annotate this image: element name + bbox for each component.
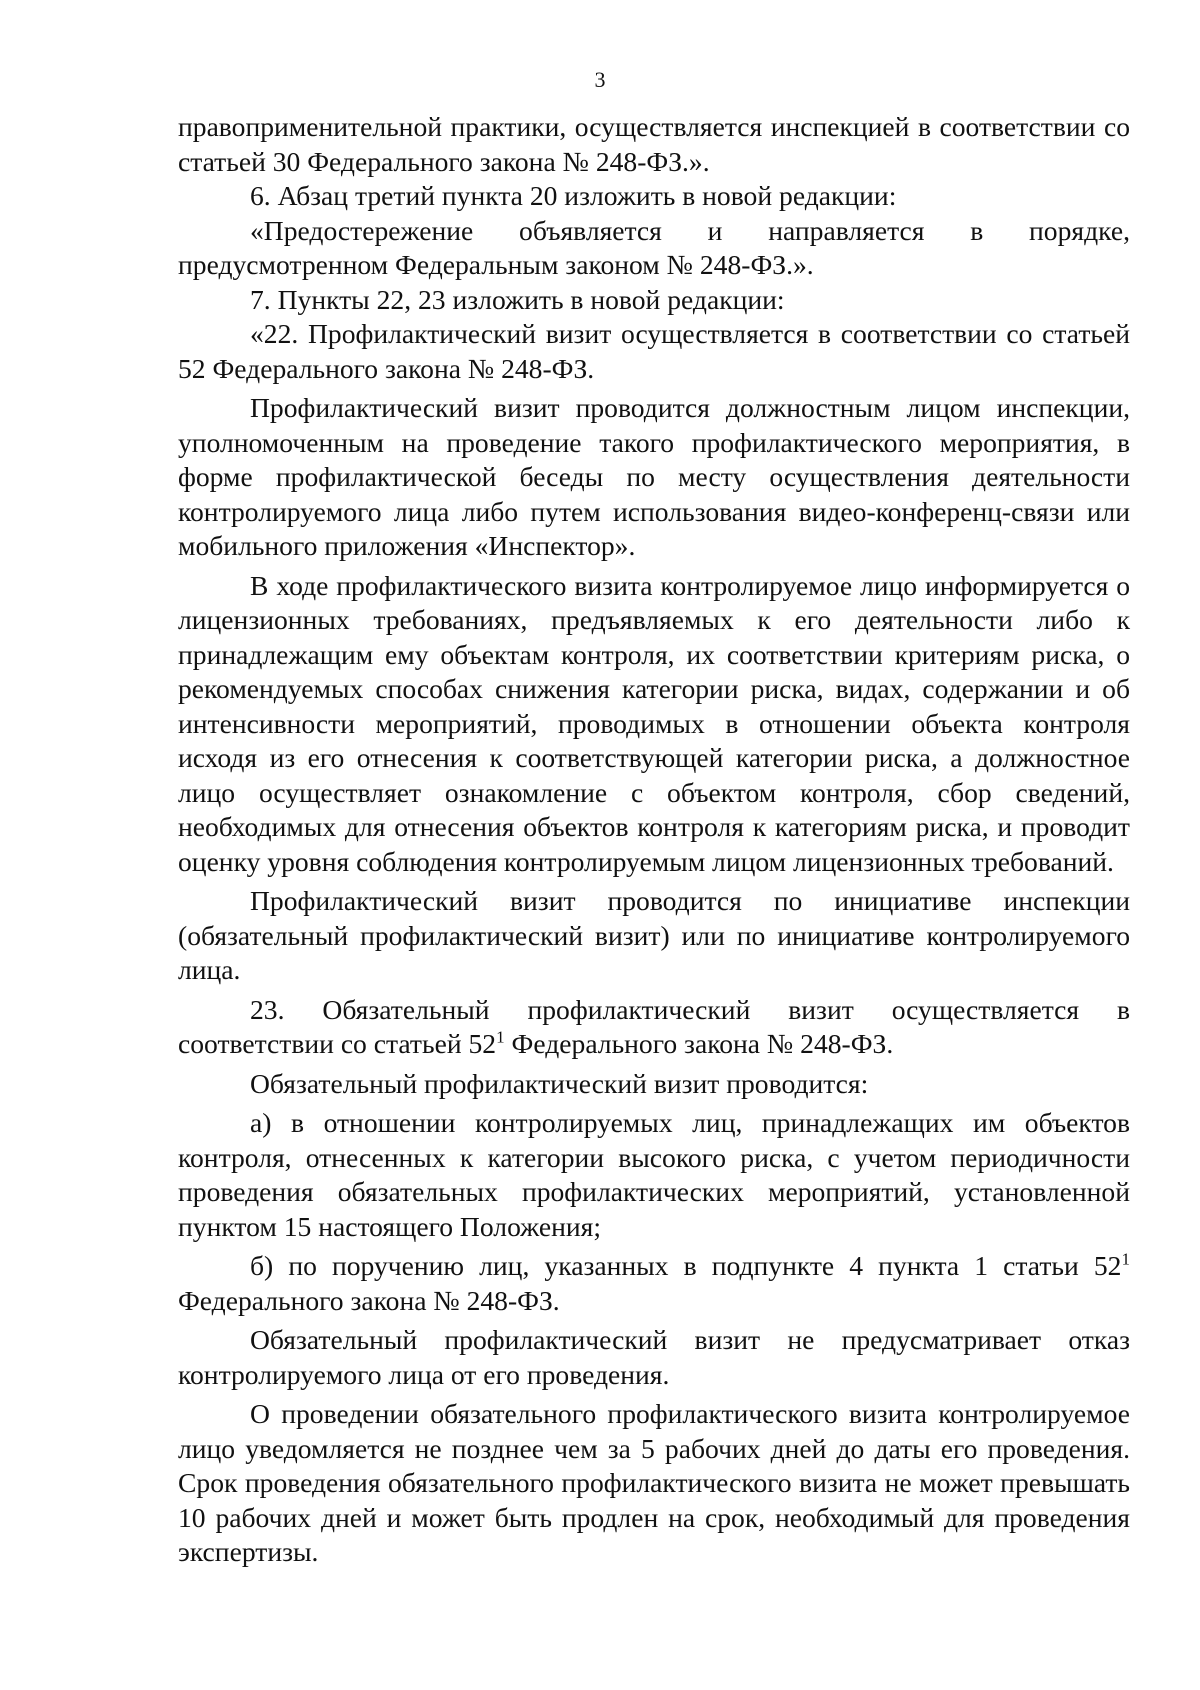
subitem-b-text: б) по поручению лиц, указанных в подпункте 4 пункта 1 статьи 52 — [250, 1250, 1122, 1281]
paragraph-clause-23 — [178, 993, 1130, 1062]
paragraph-visit-information: В ходе профилактического визита контролируемое лицо информируется о лицензионных требованиях, предъявляемых к его деятельности либо к принадлежащим ему объектам контроля, их соответствии критериям риска, о рекомендуемых способах снижения категории риска, видах, содержании и об интенсивности мероприятий, проводимых в отношении объекта контроля исходя из его отнесения к соответствующей категории риска, а должностное лицо осуществляет ознакомление с объектом контроля, сбор сведений, необходимых для отнесения объектов контроля к категориям риска, и проводит оценку уровня соблюдения контролируемым лицом лицензионных требований. — [178, 569, 1130, 877]
subitem-b-law: Федерального закона № 248-ФЗ. — [178, 1284, 560, 1316]
paragraph-continuation: правоприменительной практики, осуществляется инспекцией в соответствии со статьей 30 Федерального закона № 248-ФЗ.». — [178, 111, 1130, 177]
paragraph-item-7: 7. Пункты 22, 23 изложить в новой редакции: — [250, 283, 785, 315]
document-body — [178, 110, 1130, 1570]
paragraph-visit-initiative: Профилактический визит проводится по инициативе инспекции (обязательный профилактический визит) или по инициативе контролируемого лица. — [178, 885, 1130, 985]
paragraph-warning-quote: «Предостережение объявляется и направляется в порядке, предусмотренном Федеральным законом № 248-ФЗ.». — [178, 214, 1130, 280]
superscript-1: 1 — [496, 1027, 505, 1047]
paragraph-clause-22: «22. Профилактический визит осуществляется в соответствии со статьей 52 Федерального закона № 248-ФЗ. — [178, 318, 1130, 384]
clause-23-text: 23. Обязательный профилактический визит осуществляется в соответствии со статьей 52 — [178, 993, 1130, 1059]
paragraph-no-refusal: Обязательный профилактический визит не предусматривает отказ контролируемого лица от его проведения. — [178, 1324, 1130, 1390]
paragraph-item-6: 6. Абзац третий пункта 20 изложить в новой редакции: — [250, 180, 897, 211]
paragraph-visit-conduct: Профилактический визит проводится должностным лицом инспекции, уполномоченным на проведение такого профилактического мероприятия, в форме профилактической беседы по месту осуществления деятельности контролируемого лица либо путем использования видео-конференц-связи или мобильного приложения «Инспектор». — [178, 392, 1130, 561]
page-number: 3 — [594, 67, 606, 92]
paragraph-subitem-a: а) в отношении контролируемых лиц, принадлежащих им объектов контроля, отнесенных к категории высокого риска, с учетом периодичности проведения обязательных профилактических мероприятий, установленной пунктом 15 настоящего Положения; — [178, 1107, 1130, 1242]
clause-23-law: Федерального закона № 248-ФЗ. — [504, 1028, 894, 1059]
paragraph-notification-terms: О проведении обязательного профилактического визита контролируемое лицо уведомляется не позднее чем за 5 рабочих дней до даты его проведения. Срок проведения обязательного профилактического визита не может превышать 10 рабочих дней и может быть продлен на срок, необходимый для проведения экспертизы. — [178, 1398, 1130, 1567]
paragraph-subitem-b — [178, 1249, 1130, 1318]
paragraph-mandatory-visit-intro: Обязательный профилактический визит проводится: — [250, 1067, 869, 1099]
superscript-1: 1 — [1121, 1249, 1130, 1269]
